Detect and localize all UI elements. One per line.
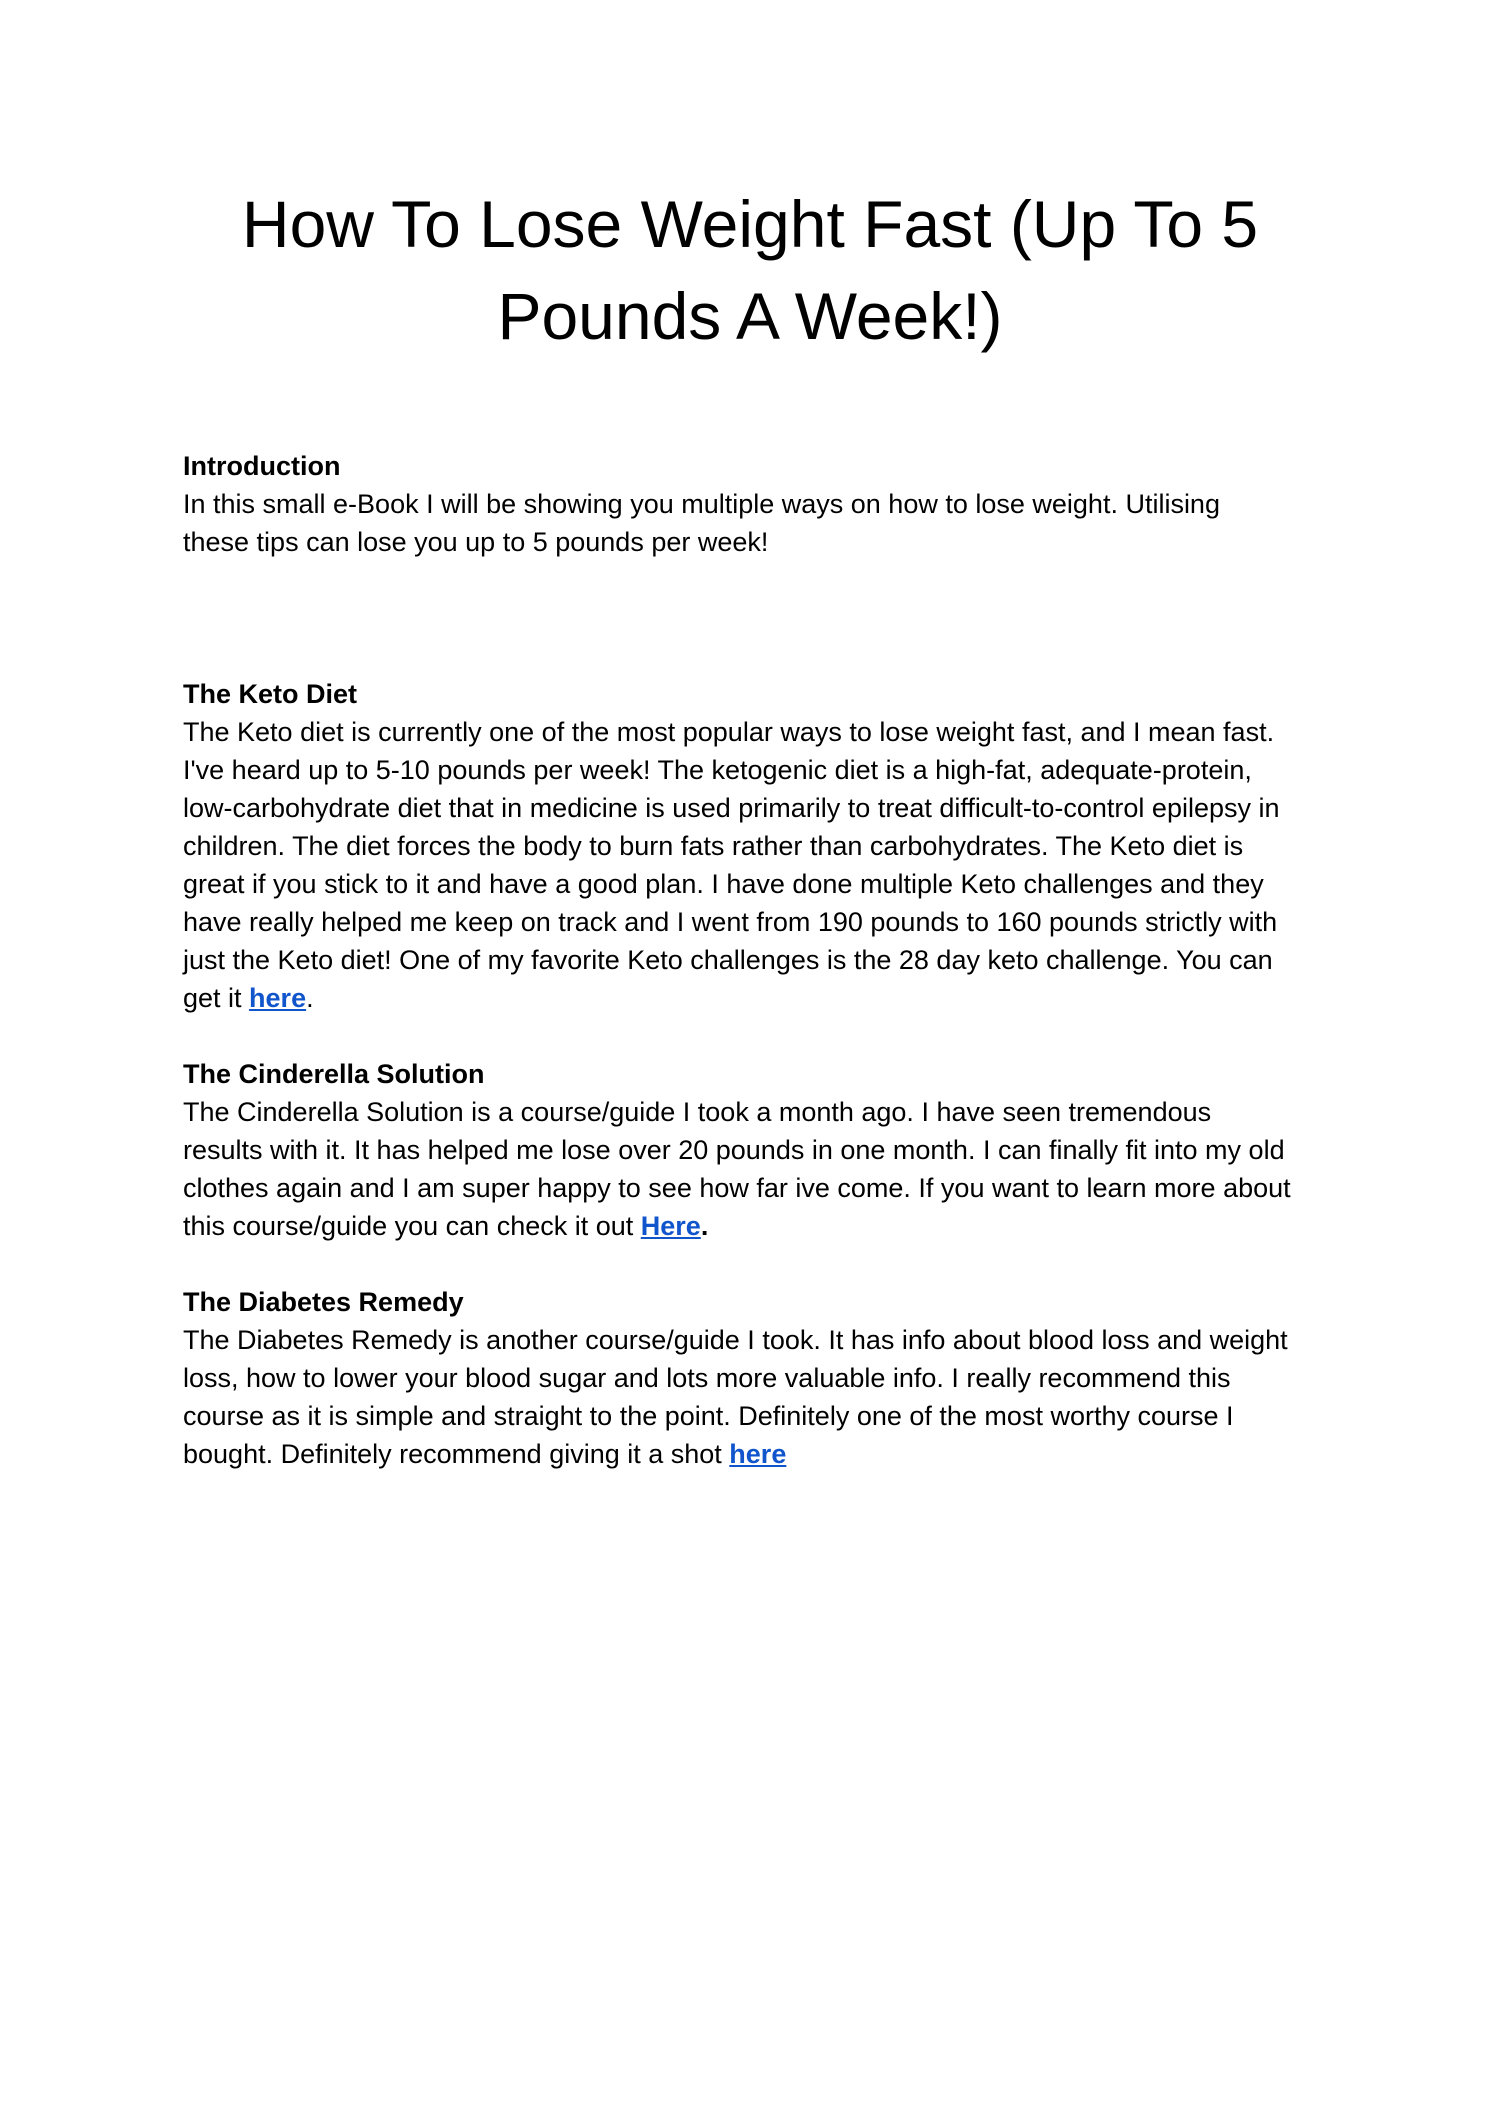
text-span: bought. Definitely recommend giving it a shot [183,1439,730,1469]
spacer [183,1245,1343,1283]
text-span: get it [183,983,250,1013]
title-line-1: How To Lose Weight Fast (Up To 5 [241,187,1259,261]
document-body [183,447,1343,1473]
document-title [150,178,1350,362]
section-heading-keto-diet: The Keto Diet [183,679,358,709]
paragraph-line: The Cinderella Solution is a course/guide I took a month ago. I have seen tremendous [183,1097,1212,1127]
title-line-2: Pounds A Week!) [497,279,1003,353]
section-diabetes-remedy [183,1283,1343,1473]
paragraph-line: great if you stick to it and have a good plan. I have done multiple Keto challenges and they [183,869,1264,899]
paragraph-line: course as it is simple and straight to the point. Definitely one of the most worthy course I [183,1401,1234,1431]
text-span: this course/guide you can check it out [183,1211,641,1241]
spacer [183,637,1343,675]
paragraph-line-with-link [183,979,1343,1017]
text-span: . [700,1211,709,1241]
keto-challenge-link[interactable]: here [249,983,307,1013]
section-heading-diabetes-remedy: The Diabetes Remedy [183,1287,464,1317]
diabetes-remedy-link[interactable]: here [729,1439,787,1469]
section-heading-introduction: Introduction [183,451,341,481]
paragraph-line-with-link [183,1207,1343,1245]
section-introduction [183,447,1343,561]
paragraph-line: loss, how to lower your blood sugar and lots more valuable info. I really recommend this [183,1363,1231,1393]
paragraph-line: these tips can lose you up to 5 pounds per week! [183,527,769,557]
paragraph-line-with-link [183,1435,1343,1473]
paragraph-line: In this small e-Book I will be showing you multiple ways on how to lose weight. Utilising [183,489,1220,519]
paragraph-line: children. The diet forces the body to burn fats rather than carbohydrates. The Keto diet is [183,831,1244,861]
spacer [183,561,1343,637]
paragraph-line: just the Keto diet! One of my favorite Keto challenges is the 28 day keto challenge. You can [183,945,1273,975]
text-span: . [306,983,314,1013]
paragraph-line: results with it. It has helped me lose over 20 pounds in one month. I can finally fit into my old [183,1135,1285,1165]
section-keto-diet [183,675,1343,1017]
paragraph-line: The Keto diet is currently one of the most popular ways to lose weight fast, and I mean fast. [183,717,1275,747]
paragraph-line: have really helped me keep on track and I went from 190 pounds to 160 pounds strictly with [183,907,1278,937]
section-cinderella-solution [183,1055,1343,1245]
paragraph-line: clothes again and I am super happy to see how far ive come. If you want to learn more about [183,1173,1291,1203]
paragraph-line: low-carbohydrate diet that in medicine is used primarily to treat difficult-to-control epilepsy in [183,793,1280,823]
spacer [183,1017,1343,1055]
paragraph-line: I've heard up to 5-10 pounds per week! The ketogenic diet is a high-fat, adequate-protein, [183,755,1252,785]
cinderella-solution-link[interactable]: Here [640,1211,701,1241]
section-heading-cinderella-solution: The Cinderella Solution [183,1059,485,1089]
paragraph-line: The Diabetes Remedy is another course/guide I took. It has info about blood loss and weight [183,1325,1288,1355]
